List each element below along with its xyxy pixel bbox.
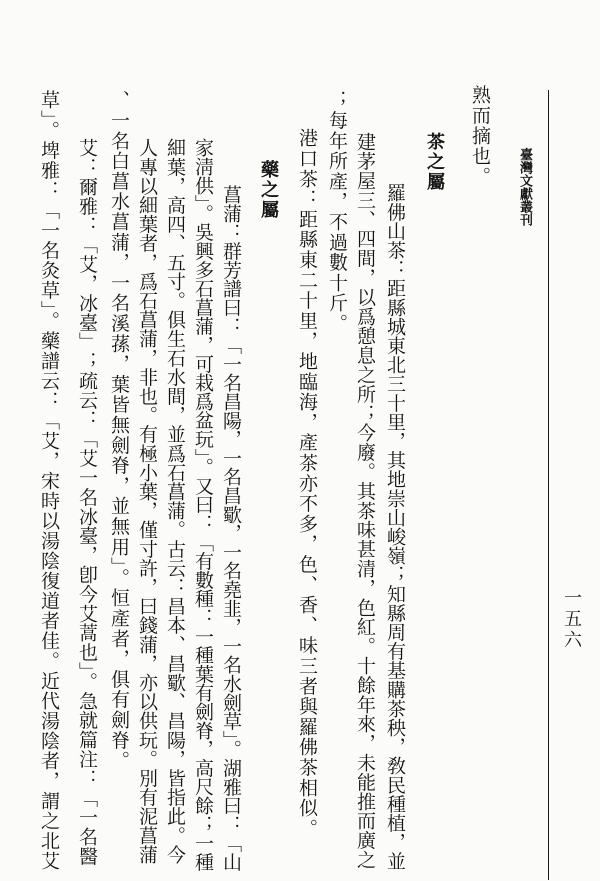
text-line-5: ；每年所產，不過數十斤。	[326, 90, 348, 334]
text-line-10: 細葉，高四、五寸。俱生石水間，並爲石菖蒲。古云：昌本、昌歜、昌陽，皆指此。今	[164, 138, 186, 864]
text-line-9: 家淸供」。吳興多石菖蒲，可栽爲盆玩」。又曰：「有數種：一種葉有劍脊，高尺餘；一種	[192, 138, 214, 872]
text-line-8: 菖蒲：群芳譜曰：「一名昌陽，一名昌歜，一名堯韭，一名水劍草」。湖雅曰：「山	[220, 185, 242, 872]
text-line-3: 羅佛山茶：距縣城東北三十里，其地崇山峻嶺；知縣周有基購茶秧，敎民種植，並	[384, 183, 406, 871]
section-heading-tea: 茶之屬	[424, 132, 445, 192]
text-line-4: 建茅屋三、四間，以爲憩息之所；今廢。其茶味甚清，色紅。十餘年來，未能推而廣之	[354, 132, 376, 870]
section-heading-herbs: 藥之屬	[258, 160, 279, 220]
page-number: 一五六	[561, 588, 582, 651]
text-line-6: 港口茶：距縣東二十里，地臨海，產茶亦不多，色、香、味三者與羅佛茶相似。	[296, 128, 318, 839]
page-border-rule	[548, 90, 549, 880]
text-line-13: 艾：爾雅：「艾，冰臺」；疏云：「艾一名冰臺，卽今艾蒿也」。急就篇注：「一名醫	[76, 138, 98, 866]
text-line-12: 、一名白菖水菖蒲，一名溪蓀，葉皆無劍脊，並無用」。恒產者，俱有劍脊。	[108, 90, 130, 771]
text-line-1: 熟而摘也。	[469, 85, 491, 187]
series-title: 臺灣文獻叢刊	[517, 148, 532, 226]
text-line-14: 草」。埤雅：「一名灸草」。藥譜云：「艾，宋時以湯陰復道者佳。近代湯陰者，謂之北艾	[38, 90, 60, 871]
text-line-11: 人專以細葉者，爲石菖蒲，非也。有極小葉，僅寸許，曰錢蒲，亦以供玩。別有泥菖蒲	[136, 138, 158, 864]
